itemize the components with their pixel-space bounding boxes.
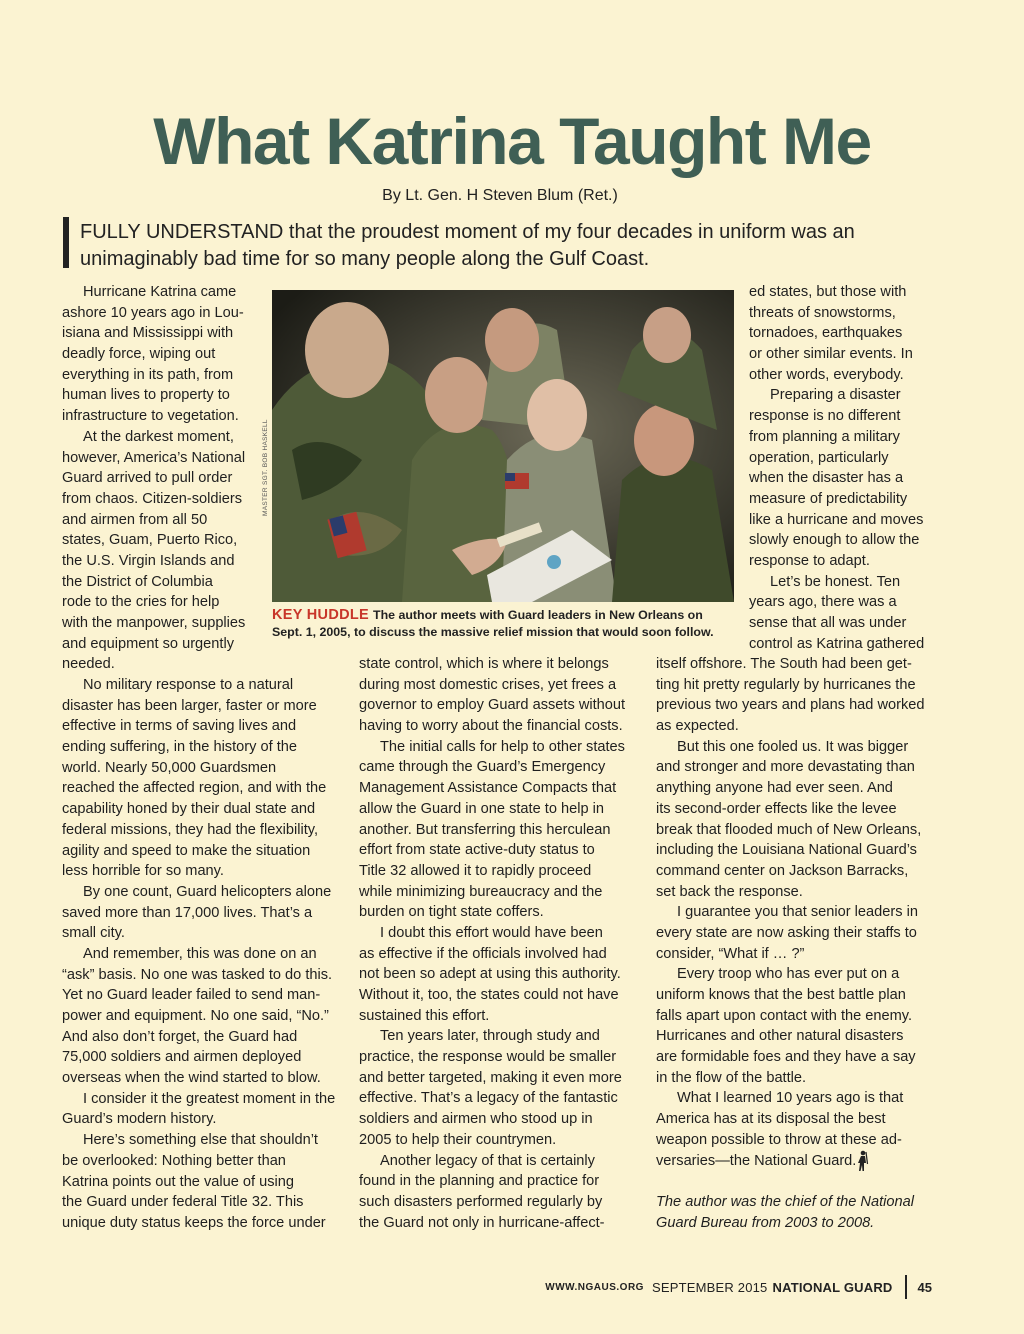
body-text-line: 2005 to help their countrymen. [359,1131,557,1148]
body-text-line: be overlooked: Nothing better than [62,1152,286,1169]
body-text-line: “ask” basis. No one was tasked to do this. [62,966,333,983]
body-text-line: America has at its disposal the best [656,1111,886,1128]
body-text-line: I doubt this effort would have been [380,924,603,941]
article-photo [272,290,734,602]
body-text-line: while minimizing bureaucracy and the [359,883,603,900]
body-text-line: threats of snowstorms, [749,304,896,321]
body-text-line: ending suffering, in the history of the [62,739,298,756]
body-text-line: another. But transferring this herculean [359,821,611,838]
page-footer [545,1275,932,1299]
body-text-line: Without it, too, the states could not have [359,987,619,1003]
body-text-line: from chaos. Citizen-soldiers [62,490,243,507]
body-text-line: and stronger and more devastating than [656,759,915,776]
body-text-line: But this one fooled us. It was bigger [677,738,909,755]
body-text-line: federal missions, they had the flexibility, [62,821,319,838]
body-text-line: falls apart upon contact with the enemy. [656,1007,913,1024]
body-text-line: 75,000 soldiers and airmen deployed [62,1049,302,1066]
drop-cap-i [63,217,69,268]
body-text-line: and equipment so urgently [62,635,234,652]
body-text-line: isiana and Mississippi with [62,325,234,342]
body-text-line: Yet no Guard leader failed to send man- [62,987,321,1004]
body-text-line: saved more than 17,000 lives. That’s a [62,904,313,921]
body-text-line: rode to the cries for help [62,594,220,611]
body-text-line: like a hurricane and moves [749,511,924,528]
body-text-line: response is no different [749,408,901,425]
footer-issue: SEPTEMBER 2015 [651,1279,768,1295]
body-text-line: came through the Guard’s Emergency [359,759,606,776]
body-text-line: consider, “What if … ?” [656,945,805,962]
body-text-line: previous two years and plans had worked [656,697,925,714]
body-text-line: Ten years later, through study and [380,1028,600,1045]
body-text-line: not been so adept at using this authority. [359,966,621,983]
body-text-line: Guard arrived to pull order [62,470,233,487]
body-text-line: Hurricane Katrina came [83,284,237,300]
body-text-line: I guarantee you that senior leaders in [677,904,918,921]
page-number: 45 [917,1279,932,1295]
lede-line: FULLY UNDERSTAND that the proudest moment of my four decades in uniform was an [80,221,855,243]
body-text-line: set back the response. [656,883,803,900]
footer-divider [905,1275,907,1299]
body-text-line: agility and speed to make the situation [62,842,311,859]
column-2 [359,654,644,1233]
body-text-line: versaries—the National Guard. [656,1152,857,1169]
body-text-line: from planning a military [749,428,900,445]
byline: By Lt. Gen. H Steven Blum (Ret.) [382,187,618,204]
body-text-line: during most domestic crises, yet frees a [359,676,617,693]
body-text-line: every state are now asking their staffs to [656,924,917,941]
body-text-line: Management Assistance Compacts that [359,780,617,797]
body-text-line: Another legacy of that is certainly [380,1152,595,1169]
body-text-line: when the disaster has a [749,470,904,487]
body-text-line: state control, which is where it belongs [359,656,609,672]
body-text-line: At the darkest moment, [83,428,234,445]
body-text-line: itself offshore. The South had been get- [656,656,912,672]
body-text-line: By one count, Guard helicopters alone [83,883,332,900]
body-text-line: needed. [62,656,115,673]
caption-kicker: KEY HUDDLE [272,607,369,623]
body-text-line: What I learned 10 years ago is that [677,1090,904,1107]
body-text-line [656,1171,946,1192]
body-text-line: years ago, there was a [749,594,897,611]
body-text-line: less horrible for so many. [62,863,224,880]
body-text-line: practice, the response would be smaller [359,1049,617,1066]
photo-credit: MASTER SGT. BOB HASKELL [262,419,269,516]
body-text-line: Every troop who has ever put on a [677,966,900,983]
body-text-line: effective in terms of saving lives and [62,718,297,735]
column-1-bottom [62,675,352,1234]
body-text-line: the District of Columbia [62,573,213,590]
body-text-line: human lives to property to [62,387,230,404]
body-text-line: other words, everybody. [749,366,904,383]
body-text-line: command center on Jackson Barracks, [656,862,909,879]
body-text-line: Katrina points out the value of using [62,1173,295,1190]
body-text-line: or other similar events. In [749,346,913,363]
article-title: What Katrina Taught Me [153,104,871,178]
photo-illustration [272,290,734,602]
body-text-line: its second-order effects like the levee [656,800,897,817]
body-text-line: The initial calls for help to other states [380,738,625,755]
body-text-line: break that flooded much of New Orleans, [656,821,922,838]
body-text-line: effective. That’s a legacy of the fantastic [359,1090,618,1107]
body-text-line: operation, particularly [749,449,889,466]
body-text-line: disaster has been larger, faster or more [62,697,317,714]
body-text-line: such disasters performed regularly by [359,1193,603,1210]
body-text-line: everything in its path, from [62,366,234,383]
body-text-line: overseas when the wind started to blow. [62,1070,321,1087]
body-text-line: allow the Guard in one state to help in [359,800,605,817]
body-text-line: deadly force, wiping out [62,346,216,363]
caption-text: The author meets with Guard leaders in New Orleans on [373,608,703,622]
body-text-line: slowly enough to allow the [749,532,920,549]
body-text-line: the Guard under federal Title 32. This [62,1194,304,1211]
body-text-line: Title 32 allowed it to rapidly proceed [359,862,592,879]
body-text-line: burden on tight state coffers. [359,904,544,921]
body-text-line: small city. [62,925,125,942]
body-text-line: capability honed by their dual state and [62,801,316,818]
body-text-line: ed states, but those with [749,284,907,300]
footer-magazine: NATIONAL GUARD [772,1279,893,1295]
body-text-line: however, America’s National [62,449,246,466]
body-text-line: Let’s be honest. Ten [770,573,901,590]
body-text-line: Guard’s modern history. [62,1111,217,1128]
body-text-line: response to adapt. [749,552,870,569]
body-text-line: ting hit pretty regularly by hurricanes the [656,676,916,693]
body-text-line: with the manpower, supplies [62,615,246,631]
column-3-bottom [656,654,946,1233]
body-text-line: states, Guam, Puerto Rico, [62,532,238,549]
body-text-line: I consider it the greatest moment in the [83,1090,336,1107]
body-text-line: And also don’t forget, the Guard had [62,1028,298,1045]
column-1-top [62,282,262,675]
body-text-line: No military response to a natural [83,677,294,693]
body-text-line: are formidable foes and they have a say [656,1049,916,1066]
column-3-top [749,282,949,654]
lede [80,219,960,273]
body-text-line: weapon possible to throw at these ad- [656,1131,902,1148]
body-text-line: and better targeted, making it even more [359,1069,622,1086]
author-note-line: The author was the chief of the National [656,1193,914,1210]
body-text-line: having to worry about the financial costs. [359,718,623,735]
body-text-line: sense that all was under [749,615,907,631]
body-text-line: measure of predictability [749,490,908,507]
body-text-line: And remember, this was done on an [83,945,317,962]
body-text-line: sustained this effort. [359,1007,490,1024]
body-text-line: as effective if the officials involved had [359,945,607,962]
photo-caption [272,607,742,641]
body-text-line: reached the affected region, and with the [62,780,327,797]
body-text-line: the U.S. Virgin Islands and [62,552,235,569]
lede-line: unimaginably bad time for so many people along the Gulf Coast. [80,248,650,270]
body-text-line: uniform knows that the best battle plan [656,987,906,1003]
body-text-line: Here’s something else that shouldn’t [83,1132,318,1149]
body-text-line: control as Katrina gathered [749,635,925,652]
author-note-line: Guard Bureau from 2003 to 2008. [656,1214,875,1231]
body-text-line: including the Louisiana National Guard’s [656,842,917,859]
body-text-line: in the flow of the battle. [656,1069,807,1086]
body-text-line: power and equipment. No one said, “No.” [62,1008,329,1024]
body-text-line: world. Nearly 50,000 Guardsmen [62,759,277,776]
body-text-line: infrastructure to vegetation. [62,408,239,425]
body-text-line: tornadoes, earthquakes [749,325,903,342]
body-text-line: Preparing a disaster [770,387,901,404]
body-text-line: and airmen from all 50 [62,511,208,528]
body-text-line: unique duty status keeps the force under [62,1214,326,1231]
body-text-line: Hurricanes and other natural disasters [656,1028,904,1045]
body-text-line: as expected. [656,718,739,735]
body-text-line: effort from state active-duty status to [359,842,595,859]
body-text-line: governor to employ Guard assets without [359,697,626,714]
body-text-line: soldiers and airmen who stood up in [359,1111,593,1128]
body-text-line: anything anyone had ever seen. And [656,780,893,797]
body-text-line: found in the planning and practice for [359,1173,600,1190]
body-text-line: the Guard not only in hurricane-affect- [359,1214,605,1231]
end-mark-soldier-icon [855,1150,869,1172]
body-text-line: ashore 10 years ago in Lou- [62,304,244,321]
caption-text: Sept. 1, 2005, to discuss the massive relief mission that would soon follow. [272,625,714,639]
footer-url: WWW.NGAUS.ORG [545,1281,644,1293]
